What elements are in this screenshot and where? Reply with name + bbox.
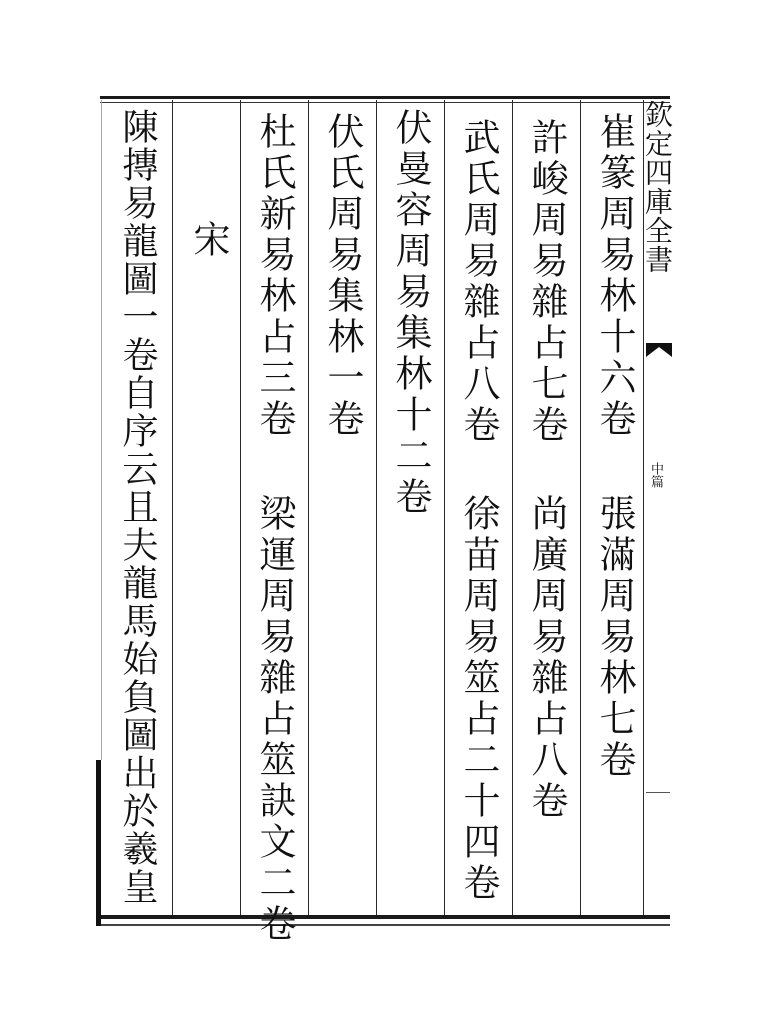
text-column-3-bottom: 徐苗周易筮占二十四卷 [457, 494, 500, 904]
text-column-2-bottom: 尚廣周易雜占八卷 [525, 494, 568, 822]
column-rule [308, 100, 309, 915]
frame-bottom-border [96, 915, 670, 919]
column-rule [580, 100, 581, 915]
text-column-1-bottom: 張滿周易林七卷 [593, 494, 636, 781]
text-column-6-bottom: 梁運周易雜占筮訣文二卷 [253, 494, 296, 945]
frame-top-inner-border [100, 102, 670, 103]
text-column-9: 陳摶易龍圖一卷自序云且夫龍馬始負圖出於羲皇 [117, 108, 158, 906]
dynasty-heading: 宋 [187, 220, 230, 261]
book-title: 欽定四庫全書 [641, 100, 674, 274]
column-rule [512, 100, 513, 915]
text-column-3-top: 武氏周易雜占八卷 [457, 118, 500, 446]
text-column-6-top: 杜氏新易林占三卷 [253, 112, 296, 440]
frame-bottom-inner-border [96, 924, 670, 926]
margin-rule [646, 792, 670, 793]
fishtail-mark [646, 343, 672, 357]
column-rule [240, 100, 241, 915]
column-rule [444, 100, 445, 915]
section-label: 中篇 [648, 462, 663, 488]
frame-top-border [100, 96, 670, 99]
text-column-4-top: 伏曼容周易集林十二卷 [389, 108, 432, 518]
frame-left-border [96, 760, 101, 926]
text-column-2-top: 許峻周易雜占七卷 [525, 118, 568, 446]
frame-left-thin-border [101, 100, 102, 760]
text-column-1-top: 崔篆周易林十六卷 [593, 112, 636, 440]
column-rule [376, 100, 377, 915]
column-rule [172, 100, 173, 915]
text-column-5-top: 伏氏周易集林一卷 [321, 112, 364, 440]
